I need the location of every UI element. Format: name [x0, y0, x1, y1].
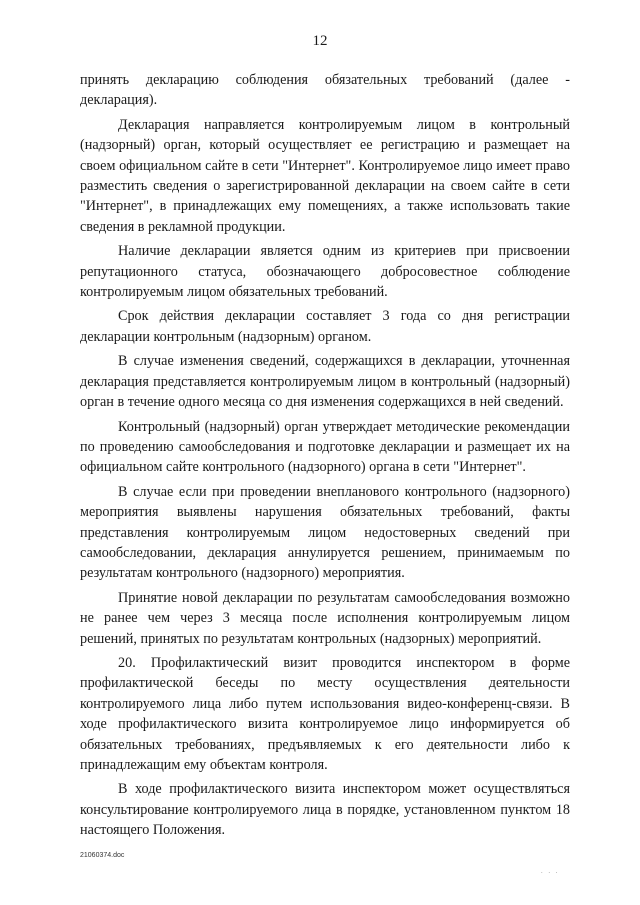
paragraph-declaration-changes: В случае изменения сведений, содержащихся в декларации, уточненная декларация представляется контролируемым лицом в контрольный (надзорный) орган в течение одного месяца со дня изменения содержащихся в ней сведений. — [80, 353, 570, 411]
footer-file-name: 21060374.doc — [80, 852, 125, 859]
footer-mark: . . . — [541, 869, 560, 875]
paragraph-declaration-annulment: В случае если при проведении внепланового контрольного (надзорного) мероприятия выявлены нарушения обязательных требований, факты представления контролируемым лицом недостоверных сведений при самообследовании, декларация аннулируется решением, принимаемым по результатам контрольного (надзорного) мероприятия. — [80, 483, 570, 582]
paragraph-validity-period: Срок действия декларации составляет 3 года со дня регистрации декларации контрольным (надзорным) органом. — [80, 308, 570, 345]
document-body — [80, 70, 570, 845]
paragraph-preventive-visit: 20. Профилактический визит проводится инспектором в форме профилактической беседы по месту осуществления деятельности контролируемого лица либо путем использования видео-конференц-связи. В ходе профилактического визита контролируемое лицо информируется об обязательных требованиях, предъявляемых к его деятельности либо к принадлежащим ему объектам контроля. — [80, 654, 570, 773]
paragraph-reputation-status: Наличие декларации является одним из критериев при присвоении репутационного статуса, обозначающего добросовестное соблюдение контролируемым лицом обязательных требований. — [80, 243, 570, 301]
paragraph-new-declaration: Принятие новой декларации по результатам самообследования возможно не ранее чем через 3 месяца после исполнения контролируемым лицом решений, принятых по результатам контрольных (надзорных) мероприятий. — [80, 589, 570, 647]
page-number: 12 — [312, 33, 328, 49]
paragraph-methodical-recommendations: Контрольный (надзорный) орган утверждает методические рекомендации по проведению самообследования и подготовке декларации и размещает их на официальном сайте контрольного (надзорного) органа в сети "Интернет". — [80, 418, 570, 476]
paragraph-declaration-submission: Декларация направляется контролируемым лицом в контрольный (надзорный) орган, который осуществляет ее регистрацию и размещает на своем официальном сайте в сети "Интернет". Контролируемое лицо имеет право разместить сведения о зарегистрированной декларации на своем сайте в сети "Интернет", в принадлежащих ему помещениях, а также использовать такие сведения в рекламной продукции. — [80, 116, 570, 235]
paragraph-consultation: В ходе профилактического визита инспектором может осуществляться консультирование контролируемого лица в порядке, установленном пунктом 18 настоящего Положения. — [80, 781, 570, 839]
paragraph-continuation: принять декларацию соблюдения обязательных требований (далее - декларация). — [80, 72, 570, 109]
